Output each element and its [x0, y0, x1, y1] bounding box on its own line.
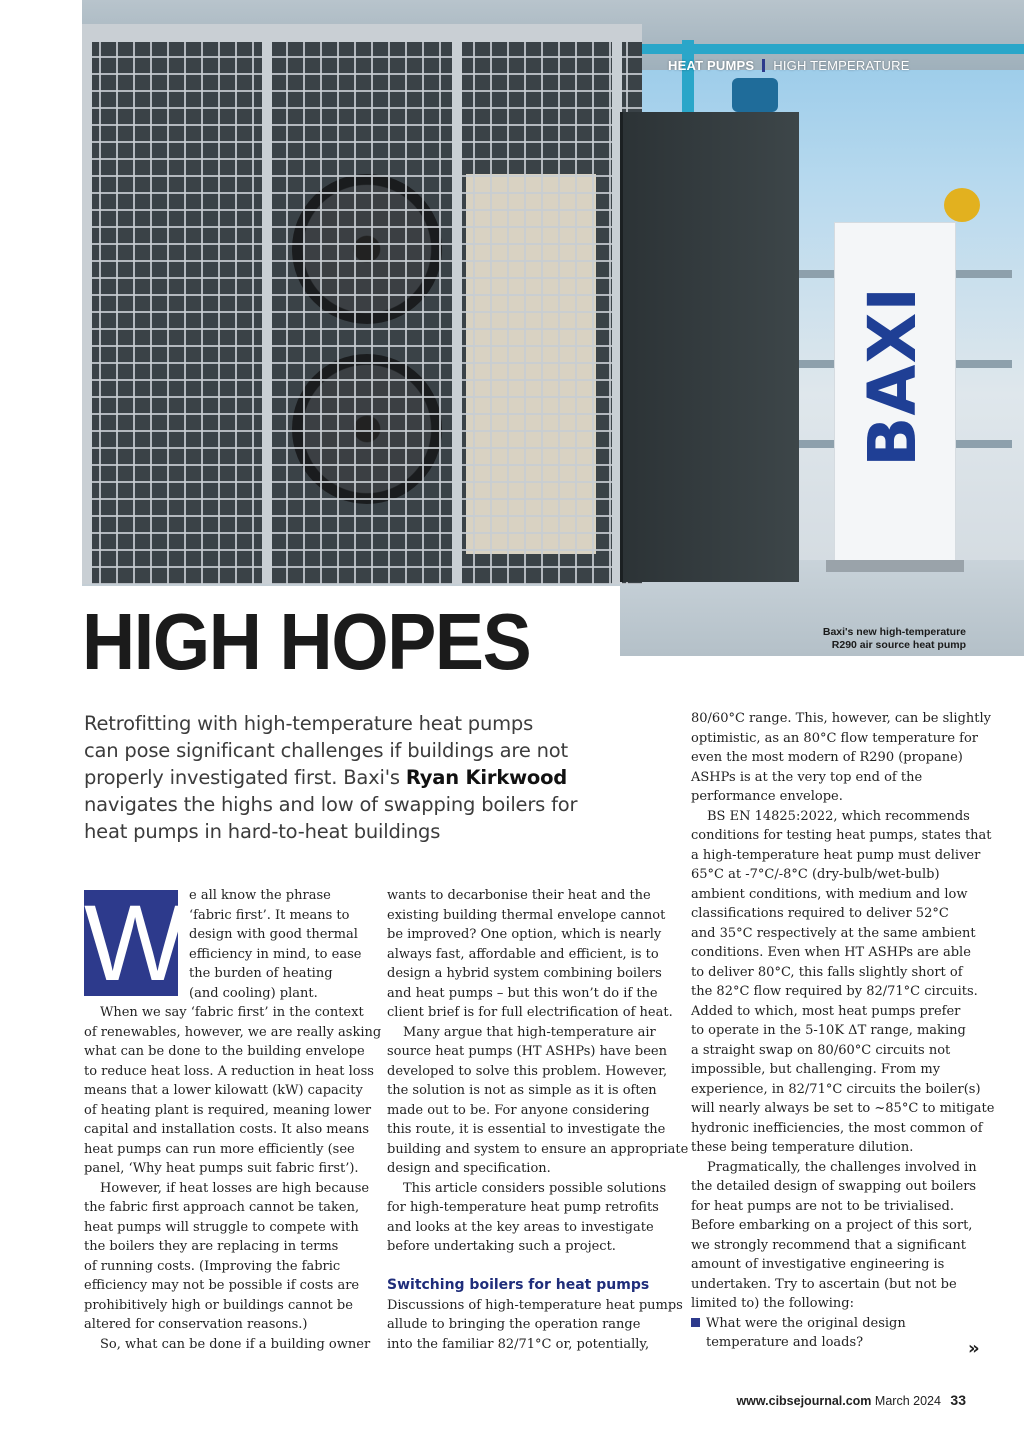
page-number: 33	[950, 1392, 966, 1408]
standfirst	[84, 710, 624, 845]
page-footer	[736, 1392, 966, 1408]
body-line: (and cooling) plant.	[189, 985, 318, 1001]
standfirst-line: Retrofitting with high-temperature heat pumps	[84, 712, 534, 735]
body-line: building and system to ensure an appropriate	[387, 1141, 689, 1157]
body-line: these being temperature dilution.	[691, 1140, 914, 1155]
body-line: ASHPs is at the very top end of the	[691, 769, 923, 785]
body-line: performance envelope.	[691, 789, 843, 804]
section-secondary: HIGH TEMPERATURE	[773, 58, 910, 73]
body-line: to reduce heat loss. A reduction in heat loss	[84, 1063, 374, 1079]
body-line: and looks at the key areas to investigate	[387, 1219, 654, 1235]
body-line: to operate in the 5-10K ΔT range, making	[691, 1023, 966, 1038]
body-line: e all know the phrase	[189, 888, 331, 903]
caption-line: Baxi's new high-temperature	[822, 626, 966, 638]
body-line: made out to be. For anyone considering	[387, 1102, 650, 1118]
motor	[732, 78, 778, 112]
standfirst-line	[84, 764, 624, 791]
bullet-item	[691, 1314, 966, 1334]
body-line: the boilers they are replacing in terms	[84, 1239, 339, 1254]
body-line: to deliver 80°C, this falls slightly short of	[691, 964, 963, 980]
section-primary: HEAT PUMPS	[668, 58, 755, 73]
body-line: Before embarking on a project of this sort,	[691, 1218, 973, 1233]
body-line: and 35°C respectively at the same ambient	[691, 925, 976, 941]
body-line: the detailed design of swapping out boilers	[691, 1179, 977, 1194]
body-line: the burden of heating	[189, 966, 333, 981]
section-divider	[762, 59, 765, 72]
body-line: of renewables, however, we are really asking	[84, 1024, 382, 1040]
body-line: However, if heat losses are high because	[100, 1180, 370, 1196]
body-line: design and specification.	[387, 1161, 551, 1176]
body-line: what can be done to the building envelope	[84, 1044, 365, 1059]
mesh-cage	[82, 24, 642, 584]
bullet-text: What were the original design	[706, 1315, 906, 1331]
article-column-2	[387, 886, 689, 1354]
banner-base	[826, 560, 964, 572]
article-column-3	[691, 709, 995, 1353]
section-tag	[668, 58, 910, 73]
body-line: this route, it is essential to investigate the	[387, 1122, 666, 1137]
continue-arrow-icon: »	[968, 1338, 980, 1359]
subheading: Switching boilers for heat pumps	[387, 1277, 650, 1293]
footer-issue: March 2024	[874, 1394, 941, 1408]
cage-frame	[82, 24, 642, 42]
body-line: hydronic inefficiencies, the most common of	[691, 1120, 983, 1136]
body-line: capital and installation costs. It also means	[84, 1122, 370, 1137]
body-line: Added to which, most heat pumps prefer	[691, 1003, 961, 1019]
drop-cap-lines	[84, 882, 362, 1003]
standfirst-line: navigates the highs and low of swapping boilers for	[84, 793, 578, 816]
photo-caption	[823, 626, 966, 652]
standfirst-line: can pose significant challenges if buildings are not	[84, 739, 568, 762]
cage-post	[82, 24, 92, 584]
body-line: optimistic, as an 80°C flow temperature for	[691, 730, 979, 746]
body-line: undertaken. Try to ascertain (but not be	[691, 1276, 957, 1292]
body-line: wants to decarbonise their heat and the	[387, 888, 651, 903]
body-line: of running costs. (Improving the fabric	[84, 1258, 341, 1274]
body-line: even the most modern of R290 (propane)	[691, 750, 963, 765]
body-line: a straight swap on 80/60°C circuits not	[691, 1042, 951, 1058]
baxi-logo-text: BAXI	[853, 285, 931, 467]
heat-pump-unit	[82, 24, 642, 584]
body-line: Discussions of high-temperature heat pumps	[387, 1297, 683, 1313]
body-line: be improved? One option, which is nearly	[387, 927, 662, 942]
body-line: altered for conservation reasons.)	[84, 1317, 308, 1332]
cage-post	[452, 24, 462, 584]
body-line: 80/60°C range. This, however, can be slightly	[691, 711, 991, 726]
body-line: amount of investigative engineering is	[691, 1257, 945, 1272]
body-line: efficiency in mind, to ease	[189, 946, 362, 962]
body-line: 65°C at -7°C/-8°C (dry-bulb/wet-bulb)	[691, 867, 940, 882]
standfirst-line: heat pumps in hard-to-heat buildings	[84, 820, 441, 843]
cage-post	[262, 24, 272, 584]
body-line: developed to solve this problem. However,	[387, 1063, 668, 1079]
body-line: a high-temperature heat pump must deliver	[691, 847, 981, 863]
body-line: the fabric first approach cannot be taken,	[84, 1200, 360, 1215]
body-line: existing building thermal envelope cannot	[387, 907, 666, 923]
body-line: for high-temperature heat pump retrofits	[387, 1200, 659, 1215]
body-line: source heat pumps (HT ASHPs) have been	[387, 1044, 668, 1059]
caption-line: R290 air source heat pump	[831, 639, 966, 651]
body-line: client brief is for full electrification of heat.	[387, 1005, 673, 1020]
body-line: impossible, but challenging. From my	[691, 1062, 941, 1077]
body-line: of heating plant is required, meaning lower	[84, 1102, 372, 1118]
body-line: limited to) the following:	[691, 1296, 854, 1311]
body-line: Many argue that high-temperature air	[403, 1024, 656, 1040]
body-line: ‘fabric first’. It means to	[189, 907, 350, 923]
article-column-1	[84, 882, 382, 1354]
body-line: we strongly recommend that a significant	[691, 1237, 966, 1253]
body-line: panel, ‘Why heat pumps suit fabric first’).	[84, 1161, 359, 1176]
body-line: always fast, affordable and efficient, is to	[387, 946, 659, 962]
body-line: and heat pumps – but this won’t do if the	[387, 985, 658, 1001]
body-line: into the familiar 82/71°C or, potentially,	[387, 1336, 650, 1352]
crane-hook	[944, 188, 980, 222]
body-line: conditions. Even when HT ASHPs are able	[691, 945, 971, 960]
body-line: Pragmatically, the challenges involved in	[707, 1159, 977, 1175]
body-line: conditions for testing heat pumps, states that	[691, 828, 992, 843]
body-line: temperature and loads?	[706, 1335, 864, 1350]
headline: HIGH HOPES	[82, 597, 531, 686]
body-line: the solution is not as simple as it is often	[387, 1083, 657, 1098]
drop-cap: W	[84, 882, 186, 1003]
body-line: BS EN 14825:2022, which recommends	[707, 808, 970, 824]
body-line: prohibitively high or buildings cannot be	[84, 1297, 353, 1313]
footer-url[interactable]: www.cibsejournal.com	[736, 1394, 872, 1408]
body-line: heat pumps will struggle to compete with	[84, 1219, 359, 1235]
body-line: ambient conditions, with medium and low	[691, 886, 968, 902]
body-line: This article considers possible solutions	[403, 1180, 667, 1196]
body-line: When we say ‘fabric first’ in the context	[100, 1005, 364, 1020]
body-line: before undertaking such a project.	[387, 1239, 616, 1254]
body-line: design a hybrid system combining boilers	[387, 966, 662, 981]
hero-photo	[82, 0, 1024, 656]
body-line: experience, in 82/71°C circuits the boiler(s)	[691, 1081, 981, 1097]
standfirst-text: properly investigated first. Baxi's	[84, 766, 406, 789]
body-line: classifications required to deliver 52°C	[691, 906, 949, 921]
body-line: means that a lower kilowatt (kW) capacity	[84, 1083, 363, 1098]
body-line: design with good thermal	[189, 927, 358, 942]
control-cabinet	[620, 112, 799, 582]
body-line: the 82°C flow required by 82/71°C circuits.	[691, 984, 978, 999]
body-line: will nearly always be set to ~85°C to mitigate	[691, 1101, 995, 1116]
author-name: Ryan Kirkwood	[405, 766, 568, 789]
body-line: allude to bringing the operation range	[387, 1317, 641, 1332]
baxi-logo	[842, 276, 942, 476]
bullet-square-icon	[691, 1318, 700, 1327]
body-line: heat pumps can run more efficiently (see	[84, 1141, 355, 1157]
body-line: efficiency may not be possible if costs are	[84, 1278, 360, 1293]
body-line: for heat pumps are not to be trivialised.	[691, 1198, 954, 1214]
body-line: So, what can be done if a building owner	[100, 1336, 371, 1352]
